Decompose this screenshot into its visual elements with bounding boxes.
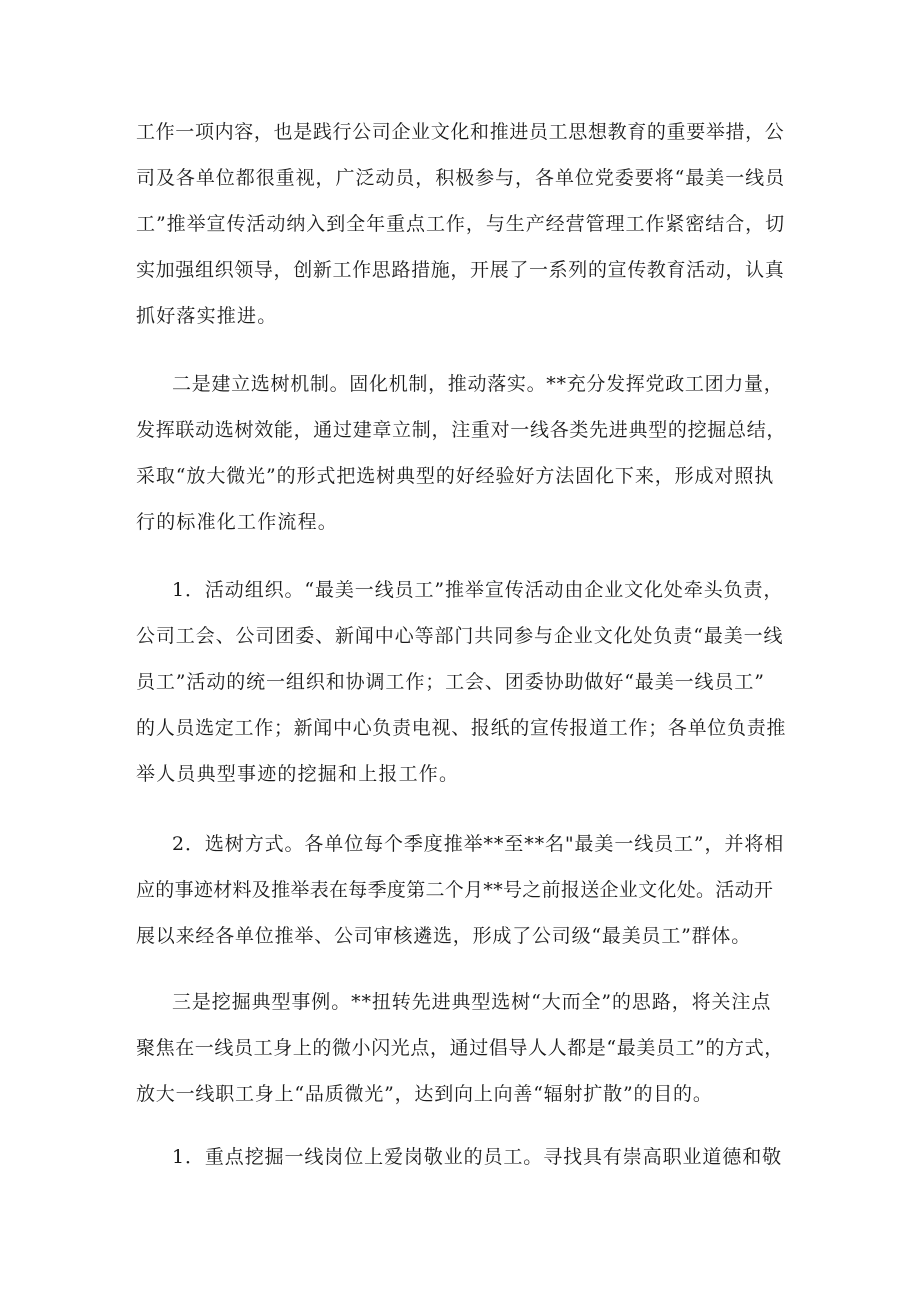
text-line: 展以来经各单位推举、公司审核遴选，形成了公司级“最美员工”群体。 (136, 925, 752, 947)
text-line: 公司工会、公司团委、新闻中心等部门共同参与企业文化处负责“最美一线 (136, 625, 784, 647)
text-line: 发挥联动选树效能，通过建章立制，注重对一线各类先进典型的挖掘总结， (136, 419, 787, 441)
paragraph-activity-organization (136, 576, 786, 788)
text-line: 的人员选定工作；新闻中心负责电视、报纸的宣传报道工作；各单位负责推 (136, 717, 787, 739)
text-line: 抓好落实推进。 (136, 305, 278, 327)
text-line: 司及各单位都很重视，广泛动员，积极参与，各单位党委要将“最美一线员 (136, 167, 786, 189)
text-line: 行的标准化工作流程。 (136, 511, 339, 533)
text-line: 三是挖掘典型事例。**扭转先进典型选树“大而全”的思路，将关注点 (172, 991, 772, 1013)
paragraph-selection-method (136, 830, 786, 950)
text-line: 二是建立选树机制。固化机制，推动落实。**充分发挥党政工团力量， (172, 373, 784, 395)
paragraph-continuation (136, 118, 786, 330)
text-line: 放大一线职工身上“品质微光”，达到向上向善“辐射扩散”的目的。 (136, 1083, 713, 1105)
text-line: 聚焦在一线员工身上的微小闪光点，通过倡导人人都是“最美员工”的方式， (136, 1037, 784, 1059)
paragraph-typical-cases (136, 988, 786, 1108)
text-line: 2．选树方式。各单位每个季度推举**至**名"最美一线员工”，并将相 (172, 833, 785, 855)
text-line: 工作一项内容，也是践行公司企业文化和推进员工思想教育的重要举措，公 (136, 121, 785, 143)
paragraph-frontline-dedication (136, 1143, 786, 1171)
text-line: 举人员典型事迹的挖掘和上报工作。 (136, 763, 460, 785)
paragraph-selection-mechanism (136, 370, 786, 536)
text-line: 员工”活动的统一组织和协调工作；工会、团委协助做好“最美一线员工” (136, 671, 765, 693)
text-line: 工”推举宣传活动纳入到全年重点工作，与生产经营管理工作紧密结合，切 (136, 213, 786, 235)
text-line: 应的事迹材料及推举表在每季度第二个月**号之前报送企业文化处。活动开 (136, 879, 774, 901)
text-line: 1．活动组织。“最美一线员工”推举宣传活动由企业文化处牵头负责， (172, 579, 784, 601)
text-line: 采取“放大微光”的形式把选树典型的好经验好方法固化下来，形成对照执 (136, 465, 775, 487)
text-line: 实加强组织领导，创新工作思路措施，开展了一系列的宣传教育活动，认真 (136, 259, 785, 281)
text-line: 1．重点挖掘一线岗位上爱岗敬业的员工。寻找具有崇高职业道德和敬 (172, 1146, 782, 1168)
